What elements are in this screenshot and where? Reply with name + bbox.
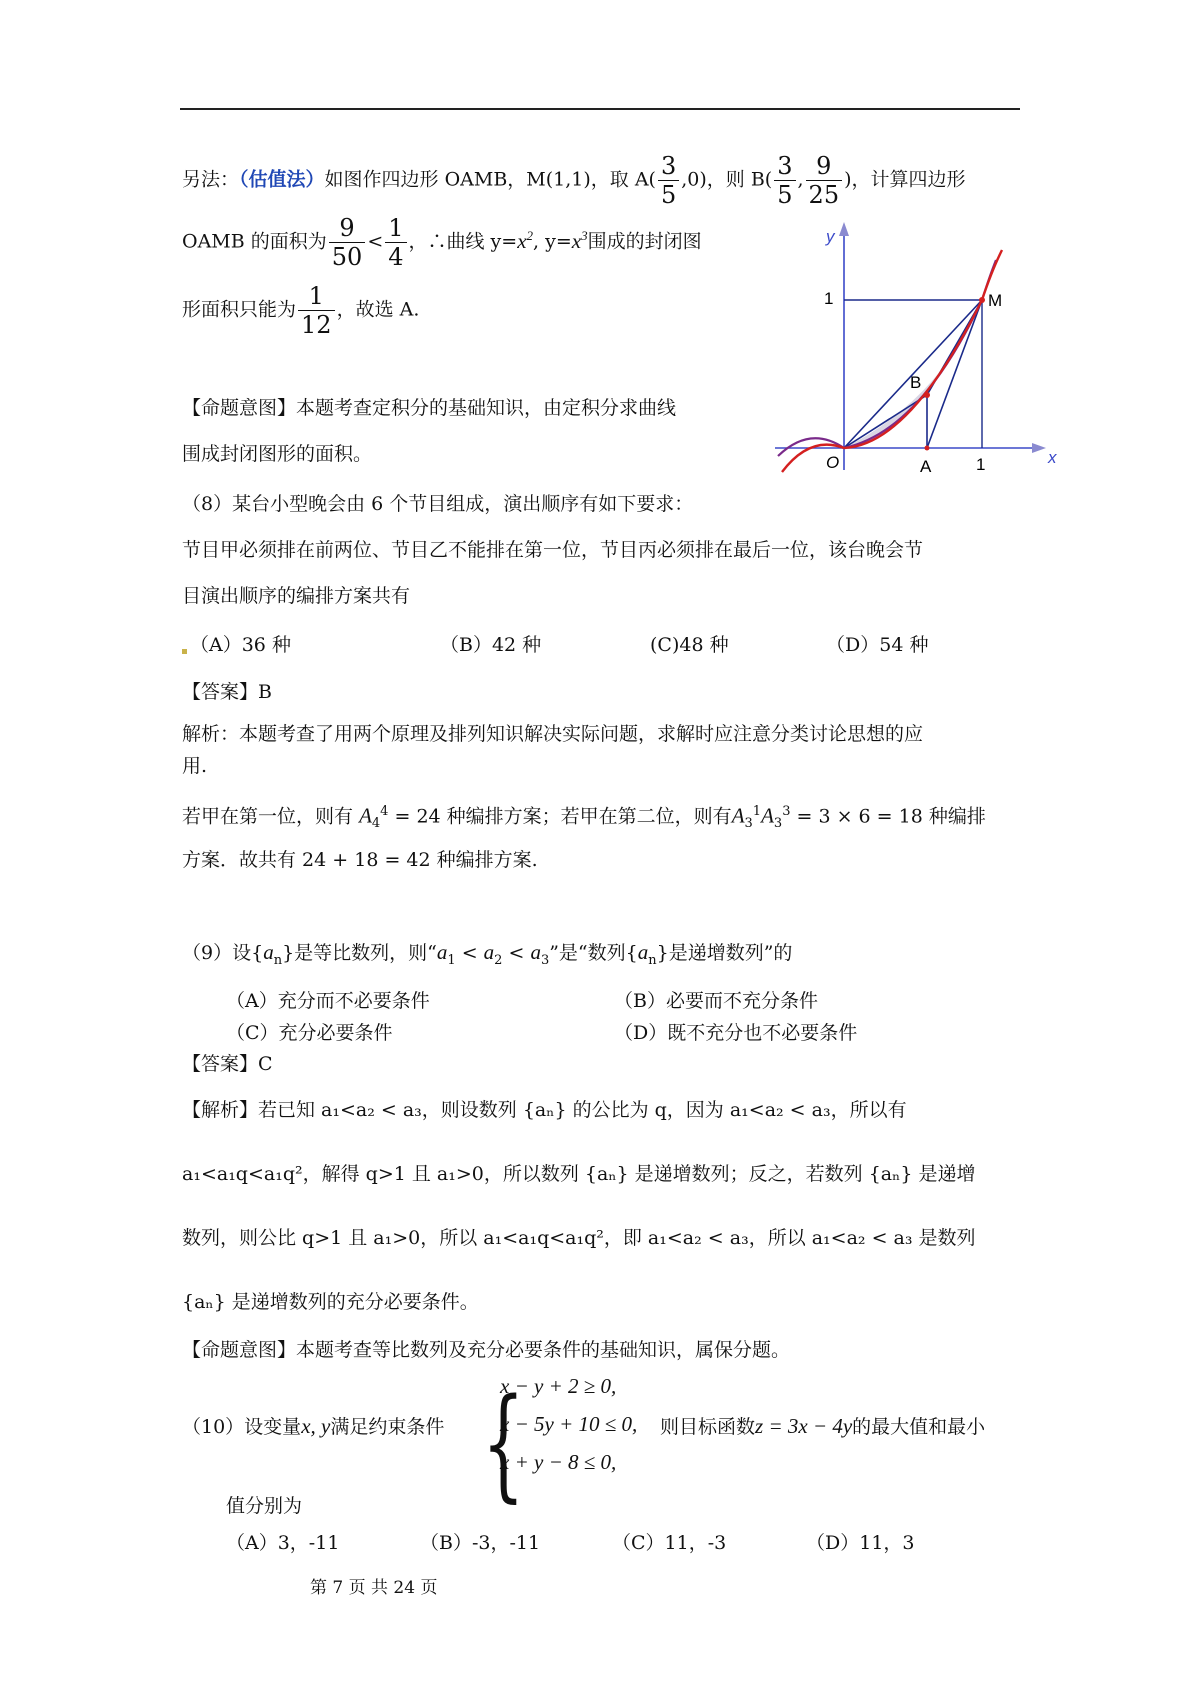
fraction: $\frac{1}{4}$ [385, 214, 406, 271]
q9-expl-4: {aₙ} 是递增数列的充分必要条件。 [182, 1291, 479, 1313]
system-brace: { [482, 1372, 525, 1514]
svg-text:M: M [988, 291, 1003, 310]
q9-line-1: （9）设$\{a_n\}$是等比数列，则“$a_1 < a_2 < a_3$”是“数列$\{a_n\}$是递增数列”的 [182, 940, 793, 968]
method-label: （估值法） [239, 168, 325, 191]
q8-line-1: （8）某台小型晚会由 6 个节目组成，演出顺序有如下要求： [182, 493, 694, 515]
fraction: $\frac{3}{5}$ [774, 152, 795, 209]
q9-option-d: （D）既不充分也不必要条件 [614, 1022, 858, 1044]
q10-option-a: （A）3，-11 [226, 1532, 340, 1554]
q10-line-1a: （10）设变量x, y满足约束条件 [182, 1414, 445, 1438]
alt-line-1: 另法：（估值法）如图作四边形 OAMB，M(1,1)，取 A( $\frac{3}{5}$ ,0)，则 B( $\frac{3}{5}$ , $\frac{9}{25}$ )，计算四边形 [182, 152, 966, 209]
x-arrow-icon [1032, 443, 1046, 453]
q8-answer: 【答案】B [182, 681, 272, 703]
integral-figure [770, 220, 1060, 490]
constraint-2: x − 5y + 10 ≤ 0, [500, 1412, 638, 1436]
page-footer: 第 7 页 共 24 页 [310, 1578, 438, 1598]
q10-option-b: （B）-3，-11 [420, 1532, 541, 1554]
svg-text:1: 1 [976, 455, 986, 474]
header-rule [180, 108, 1020, 110]
q8-expl-4: 方案．故共有 24 + 18 = 42 种编排方案. [182, 849, 538, 871]
q8-option-c: (C)48 种 [650, 634, 729, 656]
svg-text:A: A [920, 457, 932, 476]
fraction: $\frac{9}{25}$ [806, 152, 843, 209]
q9-option-b: （B）必要而不充分条件 [614, 990, 818, 1012]
fraction: $\frac{1}{12}$ [298, 282, 335, 339]
q9-expl-2: a₁<a₁q<a₁q²，解得 q>1 且 a₁>0，所以数列 {aₙ} 是递增数列；反之，若数列 {aₙ} 是递增 [182, 1163, 976, 1185]
q8-line-3: 目演出顺序的编排方案共有 [182, 585, 411, 607]
svg-text:O: O [826, 453, 840, 472]
alt-line-2: OAMB 的面积为 $\frac{9}{50}$ < $\frac{1}{4}$ ，∴曲线 $y=x^2$, $y=x^3$围成的封闭图 [182, 214, 702, 271]
q9-intent: 【命题意图】本题考查等比数列及充分必要条件的基础知识，属保分题。 [182, 1339, 791, 1361]
y-arrow-icon [839, 222, 849, 236]
q8-option-b: （B）42 种 [440, 634, 542, 656]
q10-line-1b: 则目标函数z = 3x − 4y的最大值和最小 [660, 1414, 986, 1438]
q10-line-2: 值分别为 [226, 1495, 303, 1517]
constraint-1: x − y + 2 ≥ 0, [500, 1374, 617, 1398]
intent-7-line-1: 【命题意图】本题考查定积分的基础知识，由定积分求曲线 [182, 397, 677, 419]
constraint-3: x + y − 8 ≤ 0, [500, 1450, 617, 1474]
intent-7-line-2: 围成封闭图形的面积。 [182, 443, 373, 465]
q9-expl-3: 数列，则公比 q>1 且 a₁>0，所以 a₁<a₁q<a₁q²，即 a₁<a₂ < a₃，所以 a₁<a₂ < a₃ 是数列 [182, 1227, 976, 1249]
q8-expl-2: 用. [182, 755, 208, 777]
q8-expl-1: 解析：本题考查了用两个原理及排列知识解决实际问题，求解时应注意分类讨论思想的应 [182, 723, 924, 745]
marker-dot [182, 649, 187, 654]
q10-option-c: （C）11，-3 [612, 1532, 727, 1554]
q10-option-d: （D）11，3 [806, 1532, 915, 1554]
fraction: $\frac{9}{50}$ [329, 214, 366, 271]
fraction: $\frac{3}{5}$ [658, 152, 679, 209]
alt-line-3: 形面积只能为 $\frac{1}{12}$ ，故选 A. [182, 282, 420, 339]
svg-text:1: 1 [824, 289, 834, 308]
q8-expl-3: 若甲在第一位，则有 $A_4^4 = 24$ 种编排方案；若甲在第二位，则有$A_3^1A_3^3 = 3 \times 6 = 18$ 种编排 [182, 803, 986, 832]
svg-text:y: y [826, 227, 835, 246]
q9-option-c: （C）充分必要条件 [226, 1022, 393, 1044]
q8-option-a: （A）36 种 [190, 634, 291, 656]
q9-answer: 【答案】C [182, 1053, 273, 1075]
svg-text:x: x [1048, 448, 1057, 467]
svg-text:B: B [910, 373, 922, 392]
q8-line-2: 节目甲必须排在前两位、节目乙不能排在第一位，节目丙必须排在最后一位，该台晚会节 [182, 539, 924, 561]
q9-expl-1: 【解析】若已知 a₁<a₂ < a₃，则设数列 {aₙ} 的公比为 q，因为 a₁<a₂ < a₃，所以有 [182, 1099, 907, 1121]
q8-option-d: （D）54 种 [826, 634, 929, 656]
q9-option-a: （A）充分而不必要条件 [226, 990, 430, 1012]
